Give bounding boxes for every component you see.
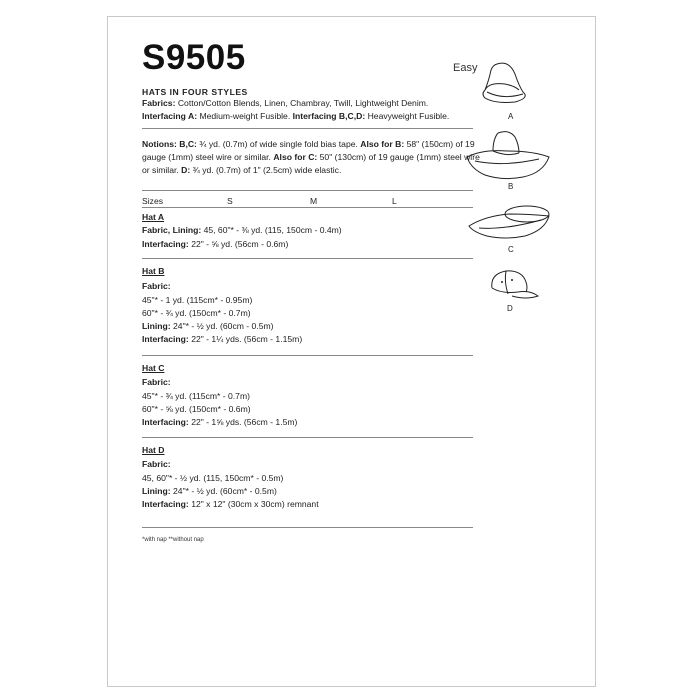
- notions-text-1: ¾ yd. (0.7m) of wide single fold bias tape.: [199, 139, 358, 149]
- hat-a-title: Hat A: [142, 212, 165, 222]
- interfacing-a-text: Medium-weight Fusible.: [199, 111, 291, 121]
- hat-b-fabric-label: Fabric:: [142, 281, 171, 291]
- view-c-label: C: [508, 245, 514, 254]
- divider: [142, 527, 473, 528]
- hat-d-fabric-1: 45, 60"* - ½ yd. (115, 150cm* - 0.5m): [142, 473, 284, 483]
- hat-b-lining-text: 24"* - ½ yd. (60cm - 0.5m): [173, 321, 274, 331]
- hat-a-fabric-label: Fabric, Lining:: [142, 225, 202, 235]
- hat-b-interfacing-text: 22" - 1¼ yds. (56cm - 1.15m): [191, 334, 303, 344]
- divider: [142, 437, 473, 438]
- hat-c-illustration: [465, 200, 555, 245]
- hat-a-fabric-line: [142, 224, 342, 236]
- notions-line-2: [142, 151, 480, 163]
- hat-b-illustration: [463, 127, 553, 185]
- footnote: *with nap **without nap: [142, 537, 204, 543]
- hat-d-interfacing-line: [142, 498, 319, 510]
- divider: [142, 207, 473, 208]
- hat-d-title: Hat D: [142, 445, 165, 455]
- hat-d-interfacing-label: Interfacing:: [142, 499, 189, 509]
- hat-d-lining-text: 24"* - ½ yd. (60cm* - 0.5m): [173, 486, 277, 496]
- hat-b-fabric-2: 60"* - ¾ yd. (150cm* - 0.7m): [142, 308, 251, 318]
- d-label: D:: [181, 165, 191, 175]
- hat-b-lining-label: Lining:: [142, 321, 171, 331]
- hat-a-interfacing-text: 22" - ⅝ yd. (56cm - 0.6m): [191, 239, 289, 249]
- hat-d-lining-label: Lining:: [142, 486, 171, 496]
- hat-b-interfacing-line: [142, 333, 302, 345]
- hat-b-fabric-1: 45"* - 1 yd. (115cm* - 0.95m): [142, 295, 253, 305]
- hat-d-fabric-label: Fabric:: [142, 459, 171, 469]
- hat-a-fabric-text: 45, 60"* - ⅜ yd. (115, 150cm - 0.4m): [203, 225, 342, 235]
- hat-c-fabric-1: 45"* - ¾ yd. (115cm* - 0.7m): [142, 391, 250, 401]
- difficulty-label: Easy: [453, 62, 478, 74]
- hat-c-interfacing-line: [142, 416, 297, 428]
- hat-c-fabric-label: Fabric:: [142, 377, 171, 387]
- hat-a-illustration: [475, 60, 545, 115]
- interfacing-line: [142, 110, 449, 122]
- hat-c-interfacing-text: 22" - 1⅝ yds. (56cm - 1.5m): [191, 417, 298, 427]
- d-text: ¾ yd. (0.7m) of 1" (2.5cm) wide elastic.: [192, 165, 342, 175]
- hat-b-interfacing-label: Interfacing:: [142, 334, 189, 344]
- hat-a-interfacing-line: [142, 238, 288, 250]
- view-a-label: A: [508, 112, 514, 121]
- also-b-text: 58" (150cm) of 19: [406, 139, 475, 149]
- notions-line-1: [142, 138, 475, 150]
- hat-b-lining-line: [142, 320, 274, 332]
- divider: [142, 128, 473, 129]
- hat-c-title: Hat C: [142, 363, 165, 373]
- also-b-label: Also for B:: [360, 139, 405, 149]
- pattern-number: S9505: [142, 38, 246, 77]
- fabrics-text: Cotton/Cotton Blends, Linen, Chambray, Twill, Lightweight Denim.: [177, 98, 429, 108]
- hat-a-interfacing-label: Interfacing:: [142, 239, 189, 249]
- hat-c-interfacing-label: Interfacing:: [142, 417, 189, 427]
- hat-d-illustration: [482, 268, 542, 306]
- notions-line2-text: gauge (1mm) steel wire or similar.: [142, 152, 271, 162]
- interfacing-bcd-label: Interfacing B,C,D:: [292, 111, 366, 121]
- interfacing-a-label: Interfacing A:: [142, 111, 198, 121]
- notions-line-3: [142, 164, 341, 176]
- hat-b-title: Hat B: [142, 266, 165, 276]
- notions-label: Notions: B,C:: [142, 139, 197, 149]
- notions-line3-text: or similar.: [142, 165, 179, 175]
- hat-d-interfacing-text: 12" x 12" (30cm x 30cm) remnant: [191, 499, 319, 509]
- divider: [142, 258, 473, 259]
- size-s: S: [227, 196, 233, 206]
- fabrics-label: Fabrics:: [142, 98, 176, 108]
- hat-c-fabric-2: 60"* - ⅝ yd. (150cm* - 0.6m): [142, 404, 251, 414]
- also-c-label: Also for C:: [273, 152, 318, 162]
- also-c-text: 50" (130cm) of 19 gauge (1mm) steel wire: [319, 152, 480, 162]
- interfacing-bcd-text: Heavyweight Fusible.: [367, 111, 450, 121]
- divider: [142, 190, 473, 191]
- view-d-label: D: [507, 304, 513, 313]
- hat-d-lining-line: [142, 485, 277, 497]
- subtitle: HATS IN FOUR STYLES: [142, 87, 248, 97]
- divider: [142, 355, 473, 356]
- view-b-label: B: [508, 182, 514, 191]
- size-m: M: [310, 196, 318, 206]
- sizes-label: Sizes: [142, 196, 164, 206]
- fabrics-line: [142, 97, 428, 109]
- size-l: L: [392, 196, 397, 206]
